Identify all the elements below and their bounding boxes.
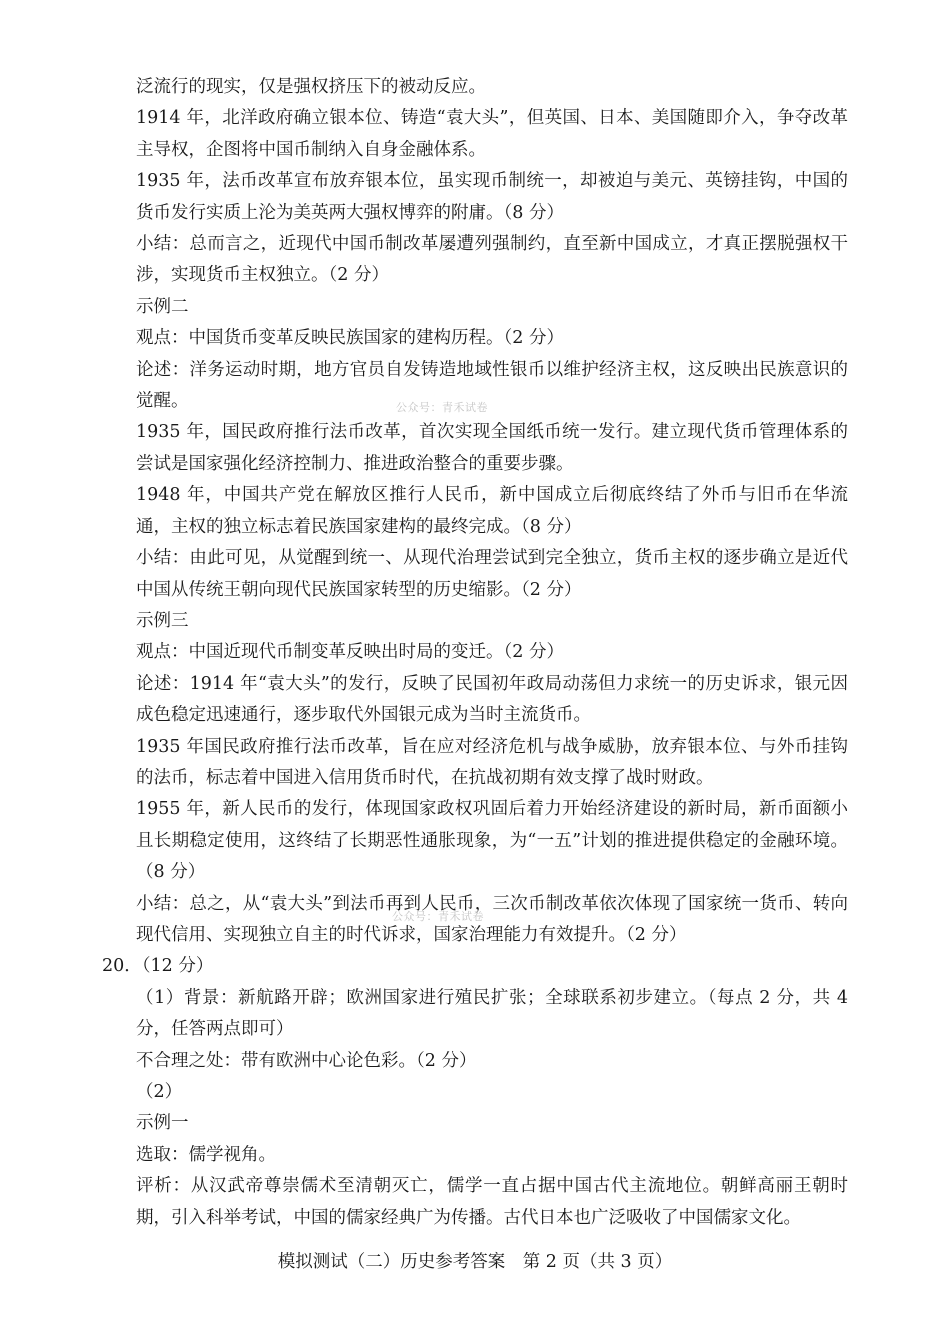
paragraph: 1935 年，法币改革宣布放弃银本位，虽实现币制统一，却被迫与美元、英镑挂钩，中国的货币发行实质上沦为美英两大强权博弈的附庸。（8 分） xyxy=(136,171,848,223)
paragraph: 1955 年，新人民币的发行，体现国家政权巩固后着力开始经济建设的新时局，新币面额小且长期稳定使用，这终结了长期恶性通胀现象，为“一五”计划的推进提供稳定的金融环境。（8 分） xyxy=(136,799,848,883)
paragraph: 小结：总而言之，近现代中国币制改革屡遭列强制约，直至新中国成立，才真正摆脱强权干涉，实现货币主权独立。（2 分） xyxy=(136,234,848,286)
page-footer: 模拟测试（二）历史参考答案 第 2 页（共 3 页） xyxy=(277,1252,673,1272)
paragraph: 泛流行的现实，仅是强权挤压下的被动反应。 xyxy=(136,77,486,97)
paragraph: 1948 年，中国共产党在解放区推行人民币，新中国成立后彻底终结了外币与旧币在华流通，主权的独立标志着民族国家建构的最终完成。（8 分） xyxy=(136,485,848,537)
paragraph: 评析：从汉武帝尊崇儒术至清朝灭亡，儒学一直占据中国古代主流地位。朝鲜高丽王朝时期，引入科举考试，中国的儒家经典广为传播。古代日本也广泛吸收了中国儒家文化。 xyxy=(136,1176,848,1228)
paragraph: 小结：总之，从“袁大头”到法币再到人民币，三次币制改革依次体现了国家统一货币、转向现代信用、实现独立自主的时代诉求，国家治理能力有效提升。（2 分） xyxy=(136,893,848,945)
example-heading: 示例三 xyxy=(136,610,189,631)
paragraph: 论述：1914 年“袁大头”的发行，反映了民国初年政局动荡但力求统一的历史诉求，银元因成色稳定迅速通行，逐步取代外国银元成为当时主流货币。 xyxy=(136,673,848,726)
paragraph: 不合理之处：带有欧洲中心论色彩。（2 分） xyxy=(136,1050,477,1071)
watermark: 公众号：青禾试卷 xyxy=(392,910,484,923)
paragraph: 论述：洋务运动时期，地方官员自发铸造地域性银币以维护经济主权，这反映出民族意识的觉醒。 xyxy=(136,359,848,412)
paragraph: 1935 年，国民政府推行法币改革，首次实现全国纸币统一发行。建立现代货币管理体系的尝试是国家强化经济控制力、推进政治整合的重要步骤。 xyxy=(136,422,848,474)
paragraph: 观点：中国近现代币制变革反映出时局的变迁。（2 分） xyxy=(136,642,564,663)
paragraph: 观点：中国货币变革反映民族国家的建构历程。（2 分） xyxy=(136,328,564,349)
question-number: 20．（12 分） xyxy=(102,956,214,977)
answer-content xyxy=(102,72,848,1234)
paragraph: 小结：由此可见，从觉醒到统一、从现代治理尝试到完全独立，货币主权的逐步确立是近代中国从传统王朝向现代民族国家转型的历史缩影。（2 分） xyxy=(136,548,848,600)
sub-question-number: （2） xyxy=(136,1082,183,1102)
paragraph: 选取：儒学视角。 xyxy=(136,1144,276,1165)
paragraph: （1）背景：新航路开辟；欧洲国家进行殖民扩张；全球联系初步建立。（每点 2 分，共 4 分，任答两点即可） xyxy=(136,987,848,1040)
paragraph: 1914 年，北洋政府确立银本位、铸造“袁大头”，但英国、日本、美国随即介入，争夺改革主导权，企图将中国币制纳入自身金融体系。 xyxy=(136,108,848,160)
paragraph: 1935 年国民政府推行法币改革，旨在应对经济危机与战争威胁，放弃银本位、与外币挂钩的法币，标志着中国进入信用货币时代，在抗战初期有效支撑了战时财政。 xyxy=(136,736,848,788)
example-heading: 示例二 xyxy=(136,296,189,317)
example-heading: 示例一 xyxy=(136,1113,189,1134)
watermark: 公众号：青禾试卷 xyxy=(396,401,488,414)
